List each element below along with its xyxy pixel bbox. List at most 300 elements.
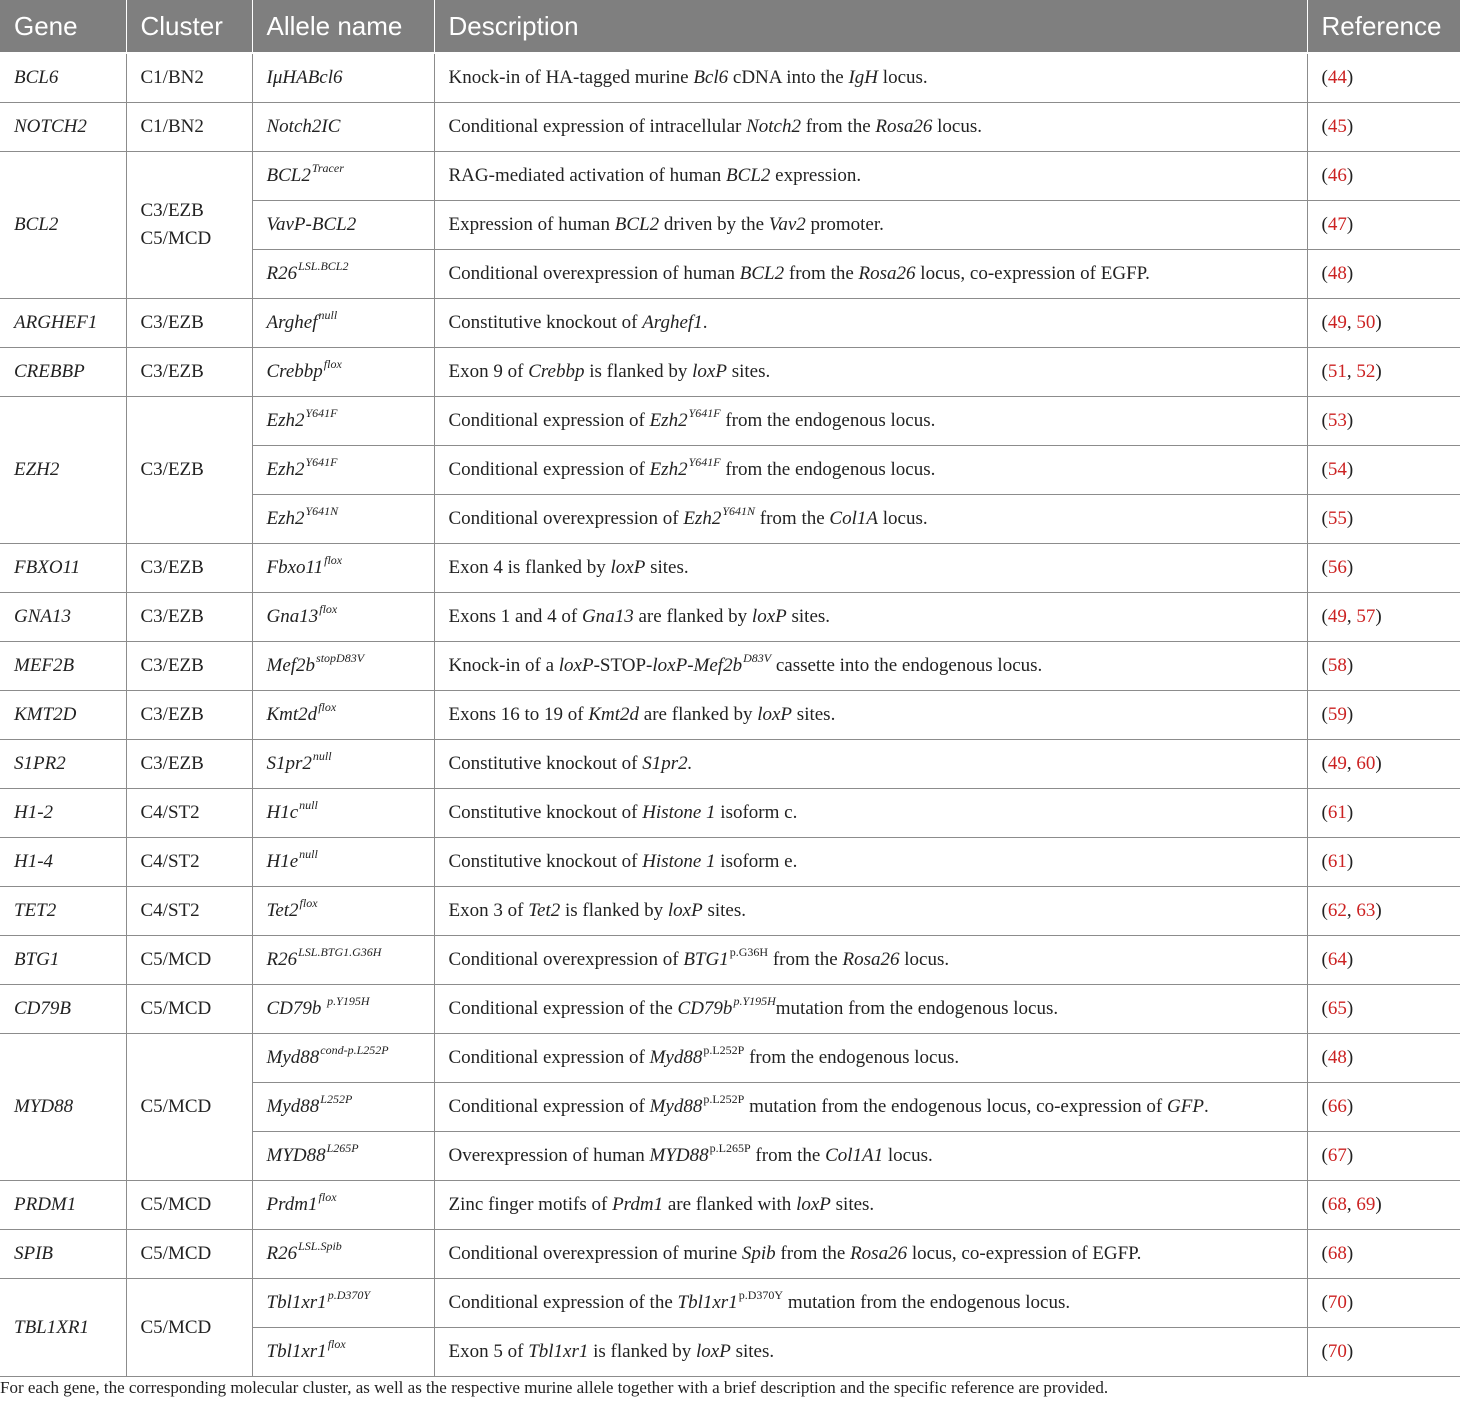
description-text: from the <box>775 1243 851 1264</box>
description-text: loxP <box>558 655 594 676</box>
reference-link[interactable]: 57 <box>1356 606 1376 627</box>
allele-cell <box>252 691 434 740</box>
description-text: driven by the <box>659 214 769 235</box>
description-text: are flanked by <box>639 704 758 725</box>
description-text: mutation from the endogenous locus, co-expression of <box>744 1096 1168 1117</box>
allele-name: Mef2b <box>266 655 316 676</box>
description-text: BCL2 <box>726 165 771 186</box>
reference-link[interactable]: 70 <box>1327 1341 1347 1362</box>
description-text: Conditional expression of the <box>448 1292 678 1313</box>
allele-cell <box>252 348 434 397</box>
reference-cell: (53) <box>1307 397 1460 446</box>
table-row <box>0 593 1460 642</box>
description-cell <box>434 201 1307 250</box>
description-text: Gna13 <box>582 606 634 627</box>
allele-name: Kmt2d <box>266 704 318 725</box>
allele-name: S1pr2 <box>266 753 312 774</box>
description-text: from the <box>800 116 876 137</box>
description-text: Ezh2 <box>649 410 688 431</box>
allele-name: IμHABcl6 <box>266 67 343 88</box>
description-superscript: p.L252P <box>703 1043 745 1057</box>
reference-link[interactable]: 68 <box>1327 1194 1347 1215</box>
reference-cell: (54) <box>1307 446 1460 495</box>
description-text: Conditional overexpression of <box>448 508 684 529</box>
description-text: Exon 4 is flanked by <box>448 557 611 578</box>
description-text: mutation from the endogenous locus. <box>775 998 1059 1019</box>
reference-cell: (64) <box>1307 936 1460 985</box>
gene-cell: S1PR2 <box>0 740 126 789</box>
description-cell <box>434 740 1307 789</box>
description-text: Rosa26 <box>875 116 933 137</box>
description-text: Rosa26 <box>850 1243 908 1264</box>
description-cell <box>434 985 1307 1034</box>
cluster-cell: C3/EZB <box>126 691 252 740</box>
reference-link[interactable]: 70 <box>1327 1292 1347 1313</box>
table-row <box>0 985 1460 1034</box>
description-text: sites. <box>792 704 836 725</box>
allele-cell <box>252 299 434 348</box>
description-text: locus. <box>877 508 928 529</box>
allele-cell <box>252 103 434 152</box>
description-text: locus. <box>932 116 982 137</box>
allele-superscript: flox <box>324 553 343 567</box>
description-text: Histone 1 <box>642 851 716 872</box>
reference-link[interactable]: 46 <box>1327 165 1347 186</box>
reference-cell: (66) <box>1307 1083 1460 1132</box>
description-text: from the endogenous locus. <box>744 1047 960 1068</box>
description-cell <box>434 789 1307 838</box>
table-row <box>0 103 1460 152</box>
description-text: Conditional overexpression of murine <box>448 1243 742 1264</box>
reference-cell: (49, 50) <box>1307 299 1460 348</box>
description-text: Conditional expression of the <box>448 998 678 1019</box>
allele-cell <box>252 1132 434 1181</box>
reference-link[interactable]: 65 <box>1327 998 1347 1019</box>
description-text: loxP-Mef2b <box>652 655 743 676</box>
description-cell <box>434 593 1307 642</box>
allele-superscript: flox <box>318 700 337 714</box>
cluster-cell: C5/MCD <box>126 1279 252 1377</box>
reference-cell: (49, 57) <box>1307 593 1460 642</box>
description-text: Conditional expression of <box>448 1096 650 1117</box>
header-cluster: Cluster <box>126 0 252 53</box>
description-text: loxP <box>696 1341 731 1362</box>
description-text: sites. <box>830 1194 875 1215</box>
description-superscript: Y641N <box>722 504 756 518</box>
allele-superscript: LSL.BTG1.G36H <box>298 945 382 959</box>
gene-cell: NOTCH2 <box>0 103 126 152</box>
reference-cell: (61) <box>1307 838 1460 887</box>
description-text: Vav2 <box>768 214 806 235</box>
table-row <box>0 544 1460 593</box>
reference-link[interactable]: 45 <box>1327 116 1347 137</box>
allele-name: Fbxo11 <box>266 557 324 578</box>
reference-link[interactable]: 51 <box>1327 361 1347 382</box>
allele-cell <box>252 838 434 887</box>
description-text: Col1A <box>829 508 878 529</box>
description-text: loxP <box>796 1194 831 1215</box>
reference-link[interactable]: 48 <box>1327 263 1347 284</box>
description-text: Conditional expression of <box>448 410 650 431</box>
reference-link[interactable]: 56 <box>1327 557 1347 578</box>
cluster-cell: C5/MCD <box>126 1034 252 1181</box>
description-text: Constitutive knockout of <box>448 753 643 774</box>
reference-link[interactable]: 49 <box>1327 753 1347 774</box>
description-text: from the <box>784 263 859 284</box>
table-row <box>0 642 1460 691</box>
description-cell <box>434 936 1307 985</box>
table-row <box>0 1230 1460 1279</box>
reference-link[interactable]: 48 <box>1327 1047 1347 1068</box>
table-row <box>0 397 1460 446</box>
reference-cell: (61) <box>1307 789 1460 838</box>
description-text: cDNA into the <box>728 67 849 88</box>
description-text: Exon 9 of <box>448 361 529 382</box>
description-cell <box>434 887 1307 936</box>
allele-name: Prdm1 <box>266 1194 318 1215</box>
allele-name: Myd88 <box>266 1096 320 1117</box>
reference-link[interactable]: 59 <box>1327 704 1347 725</box>
description-text: loxP <box>667 900 703 921</box>
reference-link[interactable]: 54 <box>1327 459 1347 480</box>
description-text: sites. <box>645 557 689 578</box>
cluster-cell: C3/EZB <box>126 544 252 593</box>
allele-name: CD79b <box>266 998 327 1019</box>
reference-link[interactable]: 64 <box>1327 949 1347 970</box>
allele-cell <box>252 985 434 1034</box>
reference-cell: (45) <box>1307 103 1460 152</box>
reference-cell: (65) <box>1307 985 1460 1034</box>
gene-cell: MYD88 <box>0 1034 126 1181</box>
description-text: mutation from the endogenous locus. <box>783 1292 1071 1313</box>
description-cell <box>434 1230 1307 1279</box>
reference-link[interactable]: 68 <box>1327 1243 1347 1264</box>
reference-cell: (70) <box>1307 1328 1460 1377</box>
description-text: sites. <box>730 1341 775 1362</box>
description-text: Zinc finger motifs of <box>448 1194 613 1215</box>
reference-cell: (47) <box>1307 201 1460 250</box>
gene-cell: EZH2 <box>0 397 126 544</box>
allele-superscript: null <box>299 798 318 812</box>
description-text: Tbl1xr1 <box>677 1292 738 1313</box>
description-text: Tbl1xr1 <box>528 1341 589 1362</box>
gene-cell: FBXO11 <box>0 544 126 593</box>
description-text: Expression of human <box>448 214 615 235</box>
reference-link[interactable]: 49 <box>1327 312 1347 333</box>
description-cell <box>434 1083 1307 1132</box>
allele-superscript: L252P <box>320 1092 353 1106</box>
description-text: Tet2 <box>528 900 561 921</box>
description-superscript: Y641F <box>688 406 721 420</box>
description-text: Myd88 <box>649 1047 703 1068</box>
description-text: Knock-in of a <box>448 655 559 676</box>
description-superscript: p.D370Y <box>738 1288 784 1302</box>
table-row <box>0 1279 1460 1328</box>
description-text: S1pr2. <box>642 753 693 774</box>
description-text: Kmt2d <box>588 704 640 725</box>
description-text: Constitutive knockout of <box>448 851 643 872</box>
description-text: Knock-in of HA-tagged murine <box>448 67 694 88</box>
reference-link[interactable]: 62 <box>1327 900 1347 921</box>
description-cell <box>434 544 1307 593</box>
reference-link[interactable]: 60 <box>1356 753 1376 774</box>
allele-cell <box>252 1083 434 1132</box>
reference-link[interactable]: 50 <box>1356 312 1376 333</box>
allele-name: Tet2 <box>266 900 299 921</box>
description-text: from the <box>768 949 843 970</box>
table-row <box>0 691 1460 740</box>
description-text: BCL2 <box>614 214 660 235</box>
description-text: . <box>702 312 708 333</box>
gene-cell: KMT2D <box>0 691 126 740</box>
allele-name: Tbl1xr1 <box>266 1292 327 1313</box>
allele-cell <box>252 446 434 495</box>
reference-link[interactable]: 61 <box>1327 802 1347 823</box>
allele-name: Ezh2 <box>266 410 305 431</box>
allele-superscript: flox <box>327 1337 346 1351</box>
allele-superscript: stopD83V <box>316 651 365 665</box>
reference-link[interactable]: 69 <box>1356 1194 1376 1215</box>
reference-cell: (68, 69) <box>1307 1181 1460 1230</box>
gene-cell: TBL1XR1 <box>0 1279 126 1377</box>
description-text: are flanked by <box>633 606 752 627</box>
allele-superscript: null <box>299 847 318 861</box>
reference-cell: (55) <box>1307 495 1460 544</box>
description-text: Ezh2 <box>683 508 722 529</box>
header-description: Description <box>434 0 1307 53</box>
description-text: Conditional overexpression of human <box>448 263 740 284</box>
description-text: Crebbp <box>528 361 585 382</box>
description-text: from the <box>750 1145 826 1166</box>
allele-superscript: p.Y195H <box>327 994 370 1008</box>
reference-link[interactable]: 67 <box>1327 1145 1347 1166</box>
description-cell <box>434 1034 1307 1083</box>
reference-link[interactable]: 44 <box>1327 67 1347 88</box>
allele-cell <box>252 201 434 250</box>
reference-link[interactable]: 55 <box>1327 508 1347 529</box>
allele-superscript: null <box>312 749 332 763</box>
allele-name: Ezh2 <box>266 459 305 480</box>
allele-cell <box>252 887 434 936</box>
description-text: is flanked by <box>560 900 668 921</box>
reference-link[interactable]: 63 <box>1356 900 1376 921</box>
description-cell <box>434 1132 1307 1181</box>
description-text: loxP <box>751 606 787 627</box>
description-text: expression. <box>770 165 862 186</box>
allele-name: BCL2 <box>266 165 311 186</box>
table-row <box>0 1181 1460 1230</box>
description-cell <box>434 348 1307 397</box>
cluster-cell: C5/MCD <box>126 985 252 1034</box>
description-text: GFP <box>1167 1096 1204 1117</box>
description-text: Conditional expression of <box>448 459 650 480</box>
reference-cell: (58) <box>1307 642 1460 691</box>
allele-cell <box>252 152 434 201</box>
description-text: from the endogenous locus. <box>720 459 936 480</box>
description-cell <box>434 53 1307 103</box>
gene-cell: TET2 <box>0 887 126 936</box>
table-row <box>0 1034 1460 1083</box>
description-superscript: p.G36H <box>729 945 769 959</box>
reference-cell: (49, 60) <box>1307 740 1460 789</box>
allele-cell <box>252 593 434 642</box>
gene-cell: CD79B <box>0 985 126 1034</box>
reference-cell: (48) <box>1307 1034 1460 1083</box>
allele-superscript: flox <box>323 357 342 371</box>
header-gene: Gene <box>0 0 126 53</box>
description-cell <box>434 250 1307 299</box>
reference-cell: (59) <box>1307 691 1460 740</box>
gene-cell: H1-4 <box>0 838 126 887</box>
allele-cell <box>252 1181 434 1230</box>
description-cell <box>434 495 1307 544</box>
allele-cell <box>252 250 434 299</box>
allele-cell <box>252 397 434 446</box>
cluster-label: C3/EZB <box>140 200 204 221</box>
allele-name: VavP-BCL2 <box>266 214 357 235</box>
allele-name: Tbl1xr1 <box>266 1341 327 1362</box>
allele-cell <box>252 740 434 789</box>
reference-link[interactable]: 52 <box>1356 361 1376 382</box>
description-cell <box>434 691 1307 740</box>
description-text: are flanked with <box>663 1194 797 1215</box>
cluster-label: C5/MCD <box>140 228 212 249</box>
table-row <box>0 152 1460 201</box>
description-text: Spib <box>741 1243 776 1264</box>
description-text: Exon 5 of <box>448 1341 529 1362</box>
allele-superscript: Tracer <box>311 161 344 175</box>
table-row <box>0 887 1460 936</box>
reference-link[interactable]: 53 <box>1327 410 1347 431</box>
allele-superscript: Y641F <box>305 406 338 420</box>
allele-name: R26 <box>266 949 298 970</box>
allele-cell <box>252 936 434 985</box>
table-header <box>0 0 1460 53</box>
cluster-cell: C3/EZB <box>126 740 252 789</box>
reference-link[interactable]: 58 <box>1327 655 1347 676</box>
allele-cell <box>252 1328 434 1377</box>
description-superscript: p.Y195H <box>733 994 776 1008</box>
reference-cell: (44) <box>1307 53 1460 103</box>
description-text: loxP <box>692 361 727 382</box>
description-text: Histone 1 <box>642 802 716 823</box>
description-text: Conditional expression of intracellular <box>448 116 747 137</box>
cluster-cell: C4/ST2 <box>126 887 252 936</box>
allele-superscript: flox <box>318 1190 337 1204</box>
gene-cell: CREBBP <box>0 348 126 397</box>
reference-cell: (62, 63) <box>1307 887 1460 936</box>
description-text: cassette into the endogenous locus. <box>771 655 1043 676</box>
description-text: Ezh2 <box>649 459 688 480</box>
allele-superscript: p.D370Y <box>327 1288 371 1302</box>
description-cell <box>434 152 1307 201</box>
description-text: isoform c. <box>715 802 798 823</box>
description-cell <box>434 446 1307 495</box>
description-text: BCL2 <box>739 263 785 284</box>
allele-name: Notch2IC <box>266 116 341 137</box>
table-body <box>0 53 1460 1377</box>
description-text: sites. <box>702 900 746 921</box>
description-text: Exon 3 of <box>448 900 529 921</box>
reference-cell: (48) <box>1307 250 1460 299</box>
description-superscript: p.L265P <box>709 1141 751 1155</box>
gene-cell: SPIB <box>0 1230 126 1279</box>
reference-cell: (56) <box>1307 544 1460 593</box>
allele-cell <box>252 1230 434 1279</box>
description-text: is flanked by <box>588 1341 697 1362</box>
cluster-cell: C5/MCD <box>126 936 252 985</box>
description-text: sites. <box>786 606 831 627</box>
description-text: loxP <box>610 557 646 578</box>
reference-cell: (51, 52) <box>1307 348 1460 397</box>
description-text: loxP <box>757 704 793 725</box>
reference-cell: (68) <box>1307 1230 1460 1279</box>
description-text: promoter. <box>805 214 884 235</box>
allele-cell <box>252 53 434 103</box>
description-cell <box>434 1328 1307 1377</box>
allele-name: Ezh2 <box>266 508 305 529</box>
description-cell <box>434 397 1307 446</box>
description-text: locus. <box>878 67 928 88</box>
description-text: Myd88 <box>649 1096 703 1117</box>
gene-cell: BCL6 <box>0 53 126 103</box>
description-superscript: p.L252P <box>703 1092 745 1106</box>
gene-cell: MEF2B <box>0 642 126 691</box>
allele-superscript: Y641N <box>305 504 339 518</box>
header-allele-name: Allele name <box>252 0 434 53</box>
description-text: CD79b <box>677 998 733 1019</box>
allele-name: R26 <box>266 1243 298 1264</box>
reference-link[interactable]: 49 <box>1327 606 1347 627</box>
description-text: . <box>1203 1096 1209 1117</box>
allele-cell <box>252 495 434 544</box>
description-text: locus, co-expression of EGFP. <box>915 263 1150 284</box>
description-text: MYD88 <box>649 1145 709 1166</box>
allele-superscript: LSL.BCL2 <box>298 259 349 273</box>
allele-superscript: Y641F <box>305 455 338 469</box>
description-text: locus. <box>899 949 950 970</box>
allele-name: H1c <box>266 802 299 823</box>
description-superscript: D83V <box>743 651 772 665</box>
table-row <box>0 936 1460 985</box>
reference-link[interactable]: 66 <box>1327 1096 1347 1117</box>
allele-name: Crebbp <box>266 361 323 382</box>
description-text: isoform e. <box>715 851 798 872</box>
description-text: Rosa26 <box>842 949 900 970</box>
description-text: RAG-mediated activation of human <box>448 165 727 186</box>
cluster-cell: C5/MCD <box>126 1181 252 1230</box>
table-row <box>0 348 1460 397</box>
description-text: Rosa26 <box>858 263 916 284</box>
description-superscript: Y641F <box>688 455 721 469</box>
reference-link[interactable]: 47 <box>1327 214 1347 235</box>
allele-name: Myd88 <box>266 1047 320 1068</box>
description-cell <box>434 642 1307 691</box>
allele-superscript: flox <box>319 602 338 616</box>
reference-link[interactable]: 61 <box>1327 851 1347 872</box>
description-text: Prdm1 <box>612 1194 664 1215</box>
allele-name: H1e <box>266 851 299 872</box>
description-cell <box>434 299 1307 348</box>
cluster-cell: C4/ST2 <box>126 838 252 887</box>
table-row <box>0 299 1460 348</box>
reference-cell: (67) <box>1307 1132 1460 1181</box>
description-text: Bcl6 <box>693 67 729 88</box>
allele-superscript: L265P <box>326 1141 359 1155</box>
description-text: Constitutive knockout of <box>448 802 643 823</box>
allele-cell <box>252 642 434 691</box>
allele-name: R26 <box>266 263 298 284</box>
